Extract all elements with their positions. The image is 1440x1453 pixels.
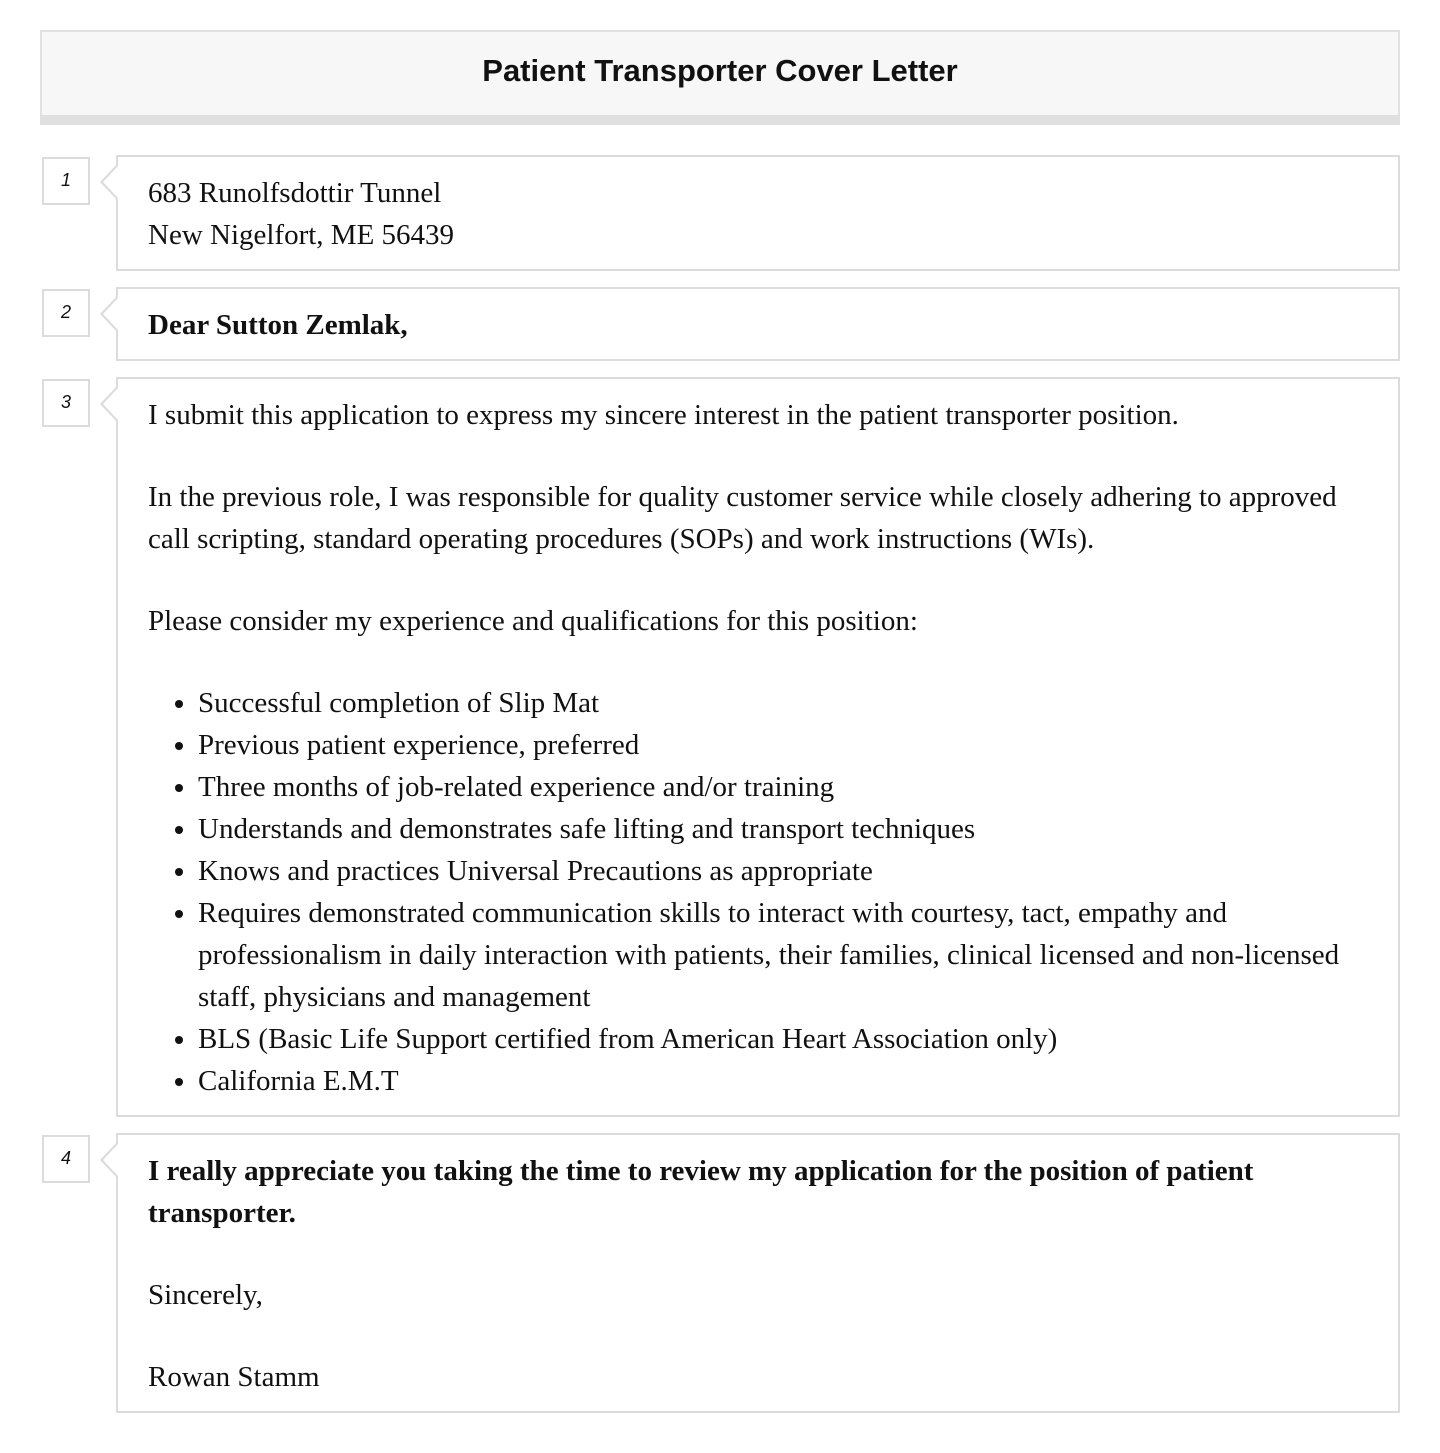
signer-name: Rowan Stamm bbox=[148, 1361, 320, 1393]
list-item: • Understands and demonstrates safe lifting and transport techniques bbox=[198, 808, 1368, 850]
list-item: • Successful completion of Slip Mat bbox=[198, 682, 1368, 724]
intro-paragraph: I submit this application to express my sincere interest in the patient transporter position. bbox=[148, 399, 1179, 431]
salutation-section bbox=[116, 287, 1400, 361]
address-line-2: New Nigelfort, ME 56439 bbox=[148, 219, 455, 251]
qualifications-list bbox=[148, 682, 1368, 1102]
section-number-3: 3 bbox=[42, 379, 90, 427]
list-item: • BLS (Basic Life Support certified from American Heart Association only) bbox=[198, 1018, 1368, 1060]
section-number-4: 4 bbox=[42, 1135, 90, 1183]
signoff: Sincerely, bbox=[148, 1279, 263, 1311]
page-title: Patient Transporter Cover Letter bbox=[482, 52, 958, 88]
salutation: Dear Sutton Zemlak, bbox=[148, 309, 408, 341]
list-item: • Three months of job-related experience and/or training bbox=[198, 766, 1368, 808]
section-number-1: 1 bbox=[42, 157, 90, 205]
letter-header bbox=[40, 30, 1400, 125]
consider-paragraph: Please consider my experience and qualifications for this position: bbox=[148, 605, 918, 637]
thanks-paragraph: I really appreciate you taking the time to review my application for the position of patient transporter. bbox=[148, 1155, 1254, 1229]
list-item: • Knows and practices Universal Precautions as appropriate bbox=[198, 850, 1368, 892]
experience-paragraph: In the previous role, I was responsible for quality customer service while closely adhering to approved call scripting, standard operating procedures (SOPs) and work instructions (WIs). bbox=[148, 481, 1337, 555]
list-item: • California E.M.T bbox=[198, 1060, 1368, 1102]
section-number-2: 2 bbox=[42, 289, 90, 337]
list-item: • Previous patient experience, preferred bbox=[198, 724, 1368, 766]
closing-section bbox=[116, 1133, 1400, 1413]
address-section bbox=[116, 155, 1400, 271]
list-item: • Requires demonstrated communication skills to interact with courtesy, tact, empathy and professionalism in daily interaction with patients, their families, clinical licensed and non-licensed staff, physicians and management bbox=[198, 892, 1368, 1018]
address-line-1: 683 Runolfsdottir Tunnel bbox=[148, 177, 442, 209]
body-section bbox=[116, 377, 1400, 1117]
